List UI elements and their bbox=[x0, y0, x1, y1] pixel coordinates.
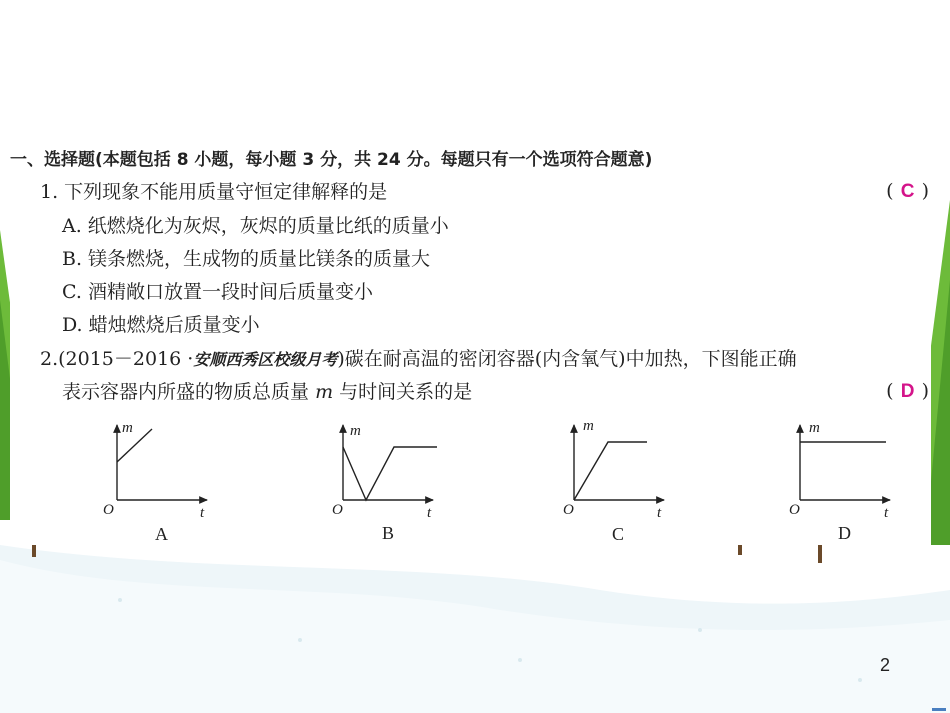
graph-b-x-label: t bbox=[427, 505, 432, 521]
graph-c-x-label: t bbox=[657, 505, 662, 521]
graph-b-origin: O bbox=[332, 502, 343, 518]
question-1-option-b: B. 镁条燃烧，生成物的质量比镁条的质量大 bbox=[62, 248, 431, 270]
question-source: 安顺西秀区校级月考 bbox=[193, 350, 338, 369]
graph-a-origin: O bbox=[103, 502, 114, 518]
graph-c-origin: O bbox=[563, 502, 574, 518]
graph-b-y-label: m bbox=[350, 423, 361, 439]
graph-a bbox=[103, 420, 207, 544]
question-2-stem: 2.(2015－2016 ·安顺西秀区校级月考)碳在耐高温的密闭容器(内含氧气)中加热，下图能正确 bbox=[40, 348, 797, 370]
question-1-option-d: D. 蜡烛燃烧后质量变小 bbox=[62, 314, 260, 336]
question-1-option-c: C. 酒精敞口放置一段时间后质量变小 bbox=[62, 281, 373, 303]
graph-c-label: C bbox=[612, 524, 625, 544]
question-1-option-a: A. 纸燃烧化为灰烬，灰烬的质量比纸的质量小 bbox=[62, 215, 449, 237]
corner-mark bbox=[932, 708, 946, 711]
graph-b bbox=[332, 423, 437, 543]
graph-d-x-label: t bbox=[884, 505, 889, 521]
graph-b-curve bbox=[343, 447, 437, 500]
graph-b-label: B bbox=[382, 523, 395, 543]
graph-c bbox=[563, 418, 664, 544]
question-2-stem-line2: 表示容器内所盛的物质总质量 m 与时间关系的是 bbox=[62, 381, 473, 403]
graph-a-label: A bbox=[155, 524, 168, 544]
graph-c-y-label: m bbox=[583, 418, 594, 434]
graph-a-x-label: t bbox=[200, 505, 205, 521]
answer-letter: D bbox=[900, 381, 915, 402]
section-title: 一、选择题(本题包括 8 小题，每小题 3 分，共 24 分。每题只有一个选项符合题意) bbox=[10, 150, 653, 170]
question-1-answer: ( C ) bbox=[886, 180, 929, 202]
question-1-stem: 1. 下列现象不能用质量守恒定律解释的是 bbox=[40, 181, 388, 203]
graph-d-label: D bbox=[838, 523, 851, 543]
question-panel bbox=[10, 147, 931, 545]
graph-d-y-label: m bbox=[809, 420, 820, 436]
answer-letter: C bbox=[900, 181, 915, 202]
question-2-answer: ( D ) bbox=[886, 380, 929, 402]
graph-options bbox=[10, 147, 931, 545]
graph-d-origin: O bbox=[789, 502, 800, 518]
graph-d bbox=[789, 420, 890, 543]
page-number: 2 bbox=[880, 655, 891, 675]
graph-a-y-label: m bbox=[122, 420, 133, 436]
graph-c-curve bbox=[574, 442, 647, 500]
